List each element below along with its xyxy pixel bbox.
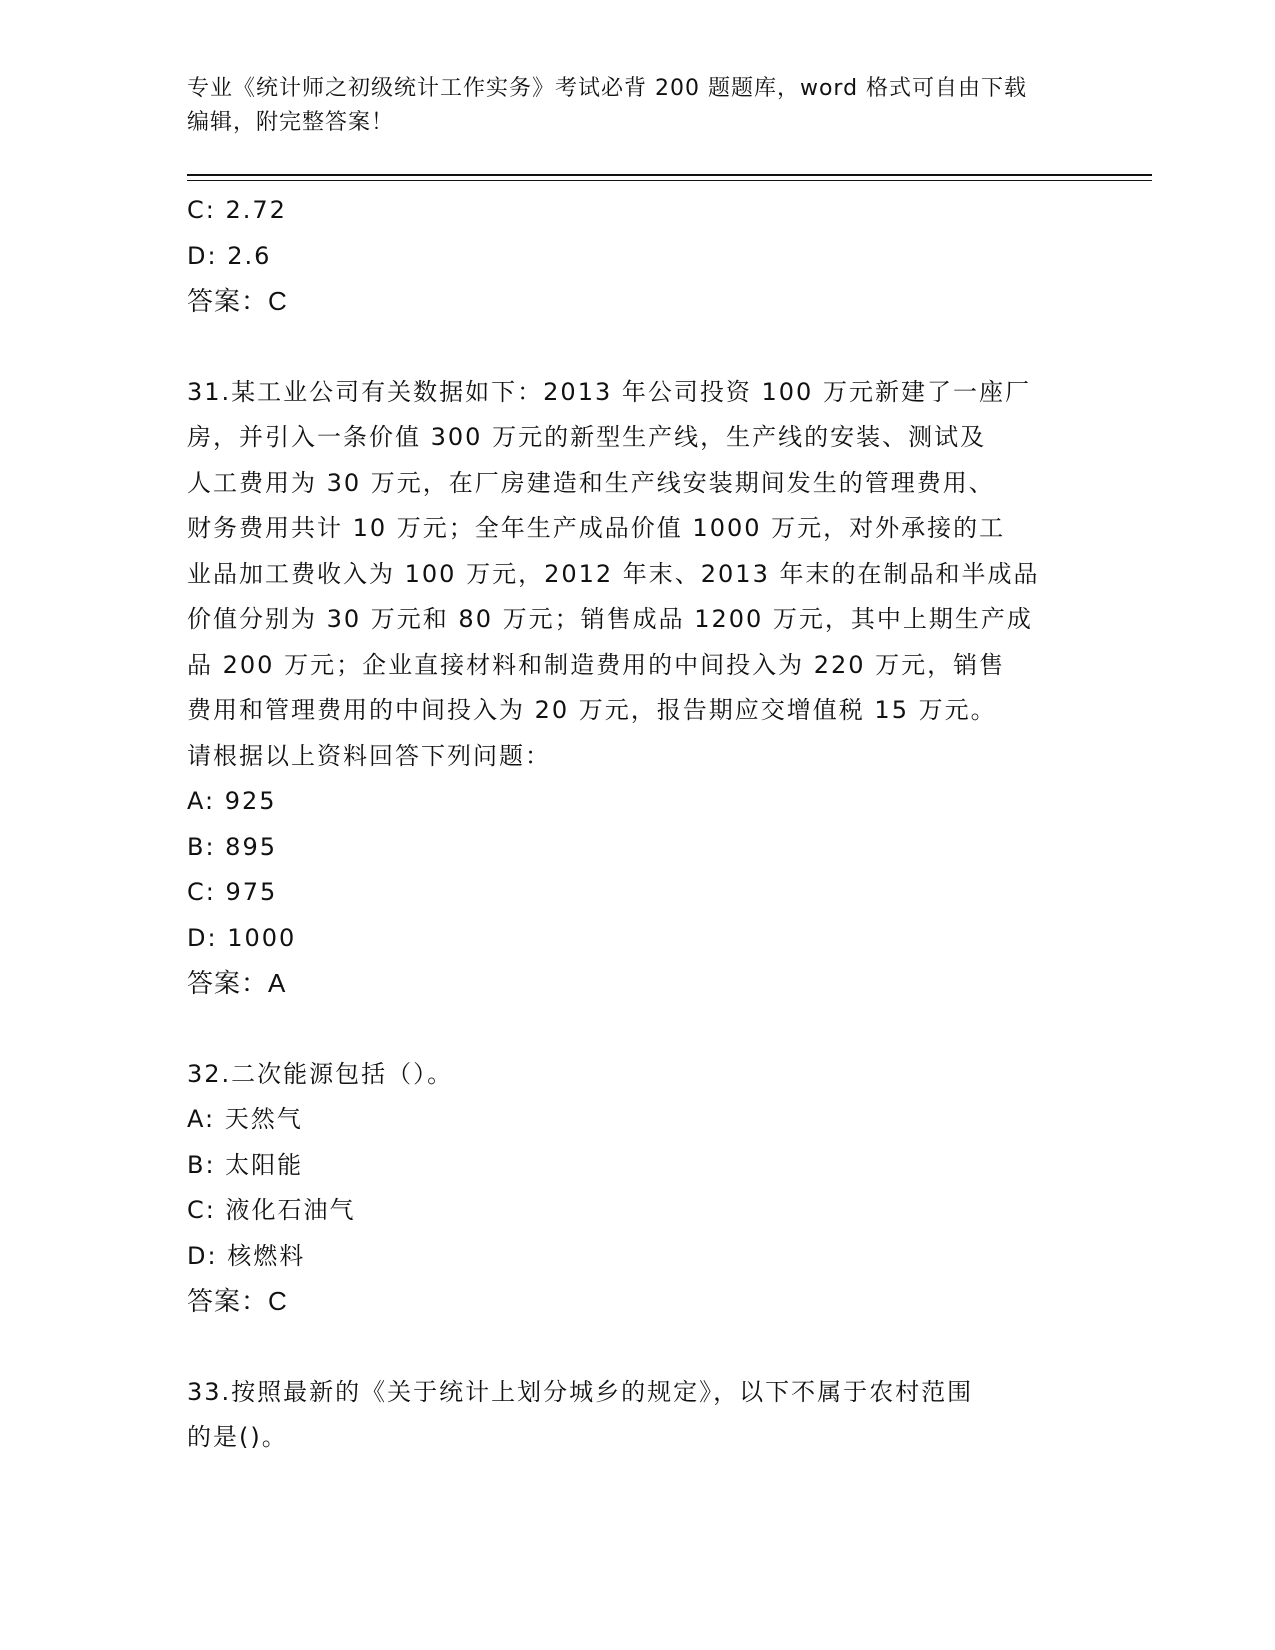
question-stem-line: 品 200 万元；企业直接材料和制造费用的中间投入为 220 万元，销售: [187, 650, 1006, 679]
option-a: A: 925: [187, 787, 277, 815]
question-stem-line: 财务费用共计 10 万元；全年生产成品价值 1000 万元，对外承接的工: [187, 514, 1006, 542]
option-d: D: 1000: [187, 923, 297, 952]
option-b: B: 895: [187, 832, 277, 861]
answer-label: 答案：A: [187, 968, 287, 998]
option-b: B: 太阳能: [187, 1150, 304, 1179]
page-header: [187, 72, 1087, 140]
option-c: C: 2.72: [187, 196, 287, 224]
spacer: [187, 1007, 1087, 1052]
previous-question-block: [187, 188, 1087, 325]
header-title-line-2: 编辑，附完整答案！: [187, 110, 395, 135]
question-32: [187, 1052, 1087, 1325]
question-stem-line: 价值分别为 30 万元和 80 万元；销售成品 1200 万元，其中上期生产成: [187, 605, 1033, 633]
question-stem-line: 费用和管理费用的中间投入为 20 万元，报告期应交增值税 15 万元。: [187, 696, 997, 724]
header-title-line-1: 专业《统计师之初级统计工作实务》考试必背 200 题题库，word 格式可自由下载: [187, 76, 1028, 101]
header-divider-thick: [187, 174, 1152, 176]
option-d: D: 2.6: [187, 241, 272, 270]
option-c: C: 液化石油气: [187, 1196, 356, 1224]
answer-label: 答案：C: [187, 286, 288, 316]
option-c: C: 975: [187, 878, 278, 906]
question-stem-line: 人工费用为 30 万元，在厂房建造和生产线安装期间发生的管理费用、: [187, 468, 995, 497]
option-a: A: 天然气: [187, 1105, 303, 1133]
spacer: [187, 325, 1087, 370]
question-stem-line: 33.按照最新的《关于统计上划分城乡的规定》，以下不属于农村范围: [187, 1377, 974, 1406]
question-stem-line: 房，并引入一条价值 300 万元的新型生产线，生产线的安装、测试及: [187, 423, 987, 451]
header-divider-thin: [187, 180, 1152, 181]
option-d: D: 核燃料: [187, 1241, 306, 1270]
spacer: [187, 1325, 1087, 1370]
question-33: [187, 1370, 1087, 1461]
question-stem-line: 业品加工费收入为 100 万元，2012 年末、2013 年末的在制品和半成品: [187, 559, 1040, 588]
question-31: [187, 370, 1087, 1007]
question-stem-line: 的是()。: [187, 1423, 288, 1451]
question-stem-line: 请根据以上资料回答下列问题：: [187, 741, 551, 770]
question-stem-line: 31.某工业公司有关数据如下：2013 年公司投资 100 万元新建了一座厂: [187, 377, 1031, 406]
question-content: [187, 188, 1087, 1461]
question-stem: 32.二次能源包括（）。: [187, 1059, 454, 1088]
answer-label: 答案：C: [187, 1286, 288, 1316]
